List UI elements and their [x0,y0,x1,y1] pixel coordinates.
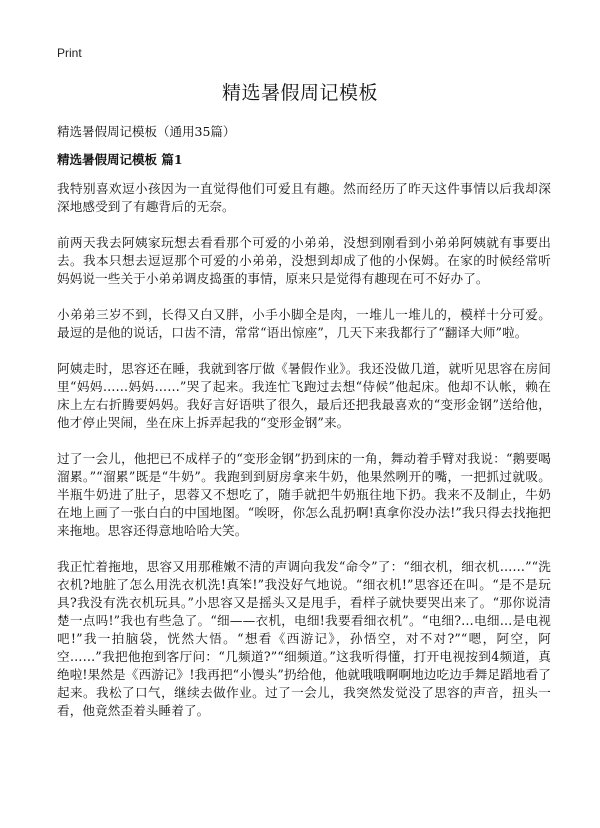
paragraph-6: 我正忙着拖地，思容又用那稚嫩不清的声调向我发“命令”了：“细衣机，细衣机……”“洗衣机?地脏了怎么用洗衣机洗!真笨!”我没好气地说。“细衣机!”思容还在叫。“是不是玩具?我没有洗衣机玩具。”小思容又是摇头又是甩手，看样子就快要哭出来了。“那你说清楚一点吗!”我也有些急了。“细——衣机，电细!我要看细衣机”。“电细?…电细…是电视吧!”我一拍脑袋，恍然大悟。“想看《西游记》，孙悟空，对不对?”“嗯，阿空，阿空……”我把他抱到客厅问：“几频道?”“细频道。”这我听得懂，打开电视按到4频道，真绝啦!果然是《西游记》!我再把“小馒头”扔给他，他就哦哦啊啊地边吃边手舞足蹈地看了起来。我松了口气，继续去做作业。过了一会儿，我突然发觉没了思容的声音，扭头一看，他竟然歪着头睡着了。 [57,559,551,718]
paragraph-2: 前两天我去阿姨家玩想去看看那个可爱的小弟弟，没想到刚看到小弟弟阿姨就有事要出去。我本只想去逗逗那个可爱的小弟弟，没想到却成了他的小保姆。在家的时候经常听妈妈说一些关于小弟弟调皮捣蛋的事情，原来只是觉得有趣现在可不好办了。 [57,235,551,286]
print-link[interactable]: Print [57,46,82,60]
paragraph-1: 我特别喜欢逗小孩因为一直觉得他们可爱且有趣。然而经历了昨天这件事情以后我却深深地感受到了有趣背后的无奈。 [57,181,551,214]
paragraph-3: 小弟弟三岁不到，长得又白又胖，小手小脚全是肉，一堆儿一堆儿的，模样十分可爱。最逗的是他的说话，口齿不清，常常“语出惊座”，几天下来我都行了“翻译大师”啦。 [57,307,551,340]
paragraph-4: 阿姨走时，思容还在睡，我就到客厅做《暑假作业》。我还没做几道，就听见思容在房间里“妈妈……妈妈……”哭了起来。我连忙飞跑过去想“侍候”他起床。他却不认帐，赖在床上左右折腾要妈妈。我好言好语哄了很久，最后还把我最喜欢的“变形金钢”送给他，他才停止哭闹，坐在床上拆弄起我的“变形金钢”来。 [57,361,551,430]
document-title: 精选暑假周记模板 [221,82,378,104]
paragraph-5: 过了一会儿，他把已不成样子的“变形金钢”扔到床的一角，舞动着手臂对我说：“鹅要喝溜累。”“溜累”既是“牛奶”。我跑到到厨房拿来牛奶，他果然咧开的嘴，一把抓过就吸。半瓶牛奶进了肚子，思蓉又不想吃了，随手就把牛奶瓶往地下扔。我来不及制止，牛奶在地上画了一张白白的中国地图。“唉呀，你怎么乱扔啊!真拿你没办法!”我只得去找拖把来拖地。思容还得意地哈哈大笑。 [57,451,551,538]
section-heading: 精选暑假周记模板 篇1 [57,152,183,167]
article-body [57,180,551,738]
document-subtitle: 精选暑假周记模板（通用35篇） [57,124,236,139]
